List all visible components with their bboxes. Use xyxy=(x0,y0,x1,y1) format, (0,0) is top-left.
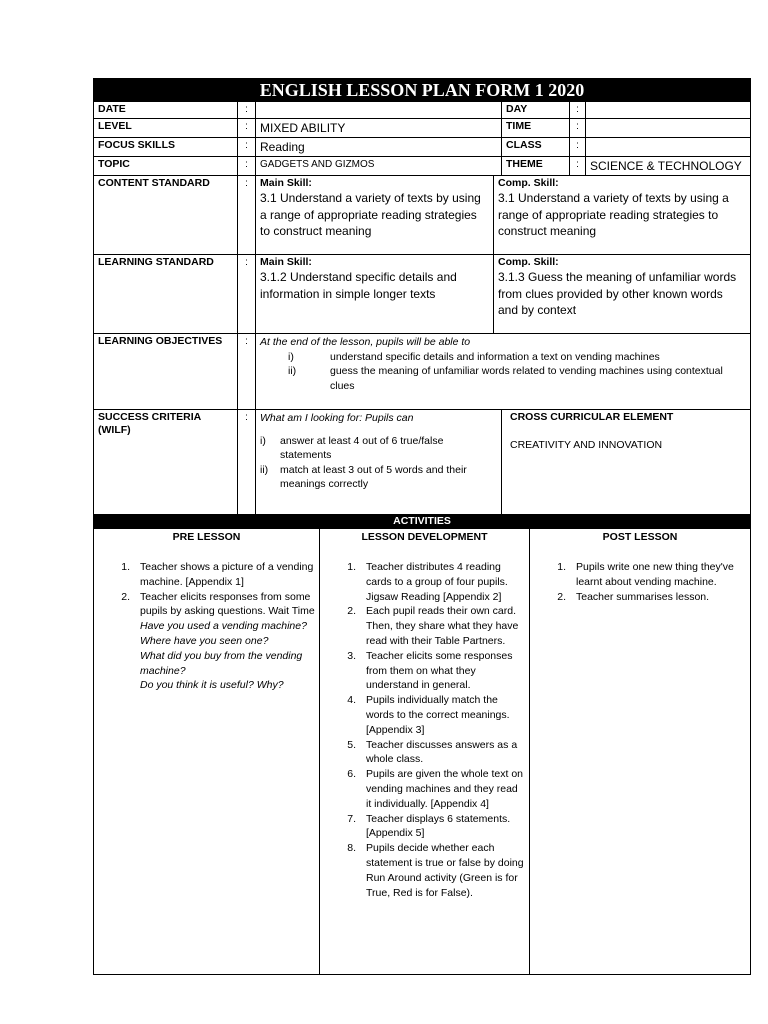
list-item xyxy=(324,649,525,693)
success-criteria-content xyxy=(256,410,502,515)
class-label: CLASS xyxy=(502,138,570,157)
question: Where have you seen one? xyxy=(140,634,269,647)
question: What did you buy from the vending machine? xyxy=(140,649,303,677)
level-label: LEVEL xyxy=(94,119,238,138)
class-value xyxy=(586,138,751,157)
step-number: 2. xyxy=(121,590,130,603)
day-value xyxy=(586,102,751,119)
comp-skill-text: 3.1 Understand a variety of texts by using a range of appropriate reading strategies to construct meaning xyxy=(498,191,729,238)
comp-skill-heading: Comp. Skill: xyxy=(498,177,559,189)
content-standard-row xyxy=(94,176,751,255)
success-criteria-row xyxy=(94,410,751,515)
step-number: 6. xyxy=(347,768,356,781)
question: Do you think it is useful? Why? xyxy=(140,679,284,692)
learning-standard-main xyxy=(256,255,494,334)
activities-heading: ACTIVITIES xyxy=(94,515,751,529)
list-item xyxy=(324,738,525,768)
time-value xyxy=(586,119,751,138)
list-item xyxy=(98,590,315,620)
learning-standard-label: LEARNING STANDARD xyxy=(94,255,238,334)
colon: : xyxy=(238,138,256,157)
item-number: i) xyxy=(260,434,266,447)
step-text: Teacher shows a picture of a vending machine. [Appendix 1] xyxy=(140,561,314,588)
colon: : xyxy=(238,102,256,119)
step-text: Each pupil reads their own card. Then, they share what they have read with their Table Partners. xyxy=(366,605,519,647)
item-number: i) xyxy=(288,350,294,363)
topic-row xyxy=(94,157,751,176)
colon: : xyxy=(238,119,256,138)
step-text: Pupils decide whether each statement is true or false by doing Run Around activity (Green is for True, Red is for False). xyxy=(366,842,524,899)
step-text: Teacher elicits some responses from them on what they understand in general. xyxy=(366,649,513,692)
title-row xyxy=(94,79,751,102)
post-lesson-steps xyxy=(534,560,746,604)
item-text: match at least 3 out of 5 words and their meanings correctly xyxy=(280,463,467,490)
list-item xyxy=(324,693,525,737)
step-text: Teacher discusses answers as a whole class. xyxy=(366,738,518,766)
level-row xyxy=(94,119,751,138)
cross-curricular-cell xyxy=(502,410,751,515)
learning-standard-comp xyxy=(494,255,751,334)
lesson-plan-table xyxy=(93,78,751,515)
list-item xyxy=(260,350,746,365)
lesson-development-heading: LESSON DEVELOPMENT xyxy=(361,531,488,543)
success-criteria-list xyxy=(260,434,497,492)
question: Have you used a vending machine? xyxy=(140,620,307,633)
list-item xyxy=(324,841,525,900)
lesson-development-column xyxy=(320,529,530,975)
learning-objectives-content xyxy=(256,334,751,410)
step-text: Teacher distributes 4 reading cards to a group of four pupils. Jigsaw Reading [Appendix 2] xyxy=(366,561,508,603)
list-item xyxy=(260,434,497,463)
success-criteria-label-line1: SUCCESS CRITERIA xyxy=(98,411,202,423)
lesson-development-steps xyxy=(324,560,525,900)
step-text: Pupils individually match the words to the correct meanings. [Appendix 3] xyxy=(366,694,510,736)
step-number: 7. xyxy=(347,812,356,825)
content-standard-label: CONTENT STANDARD xyxy=(94,176,238,255)
step-number: 5. xyxy=(347,738,356,751)
item-number: ii) xyxy=(260,463,269,476)
colon: : xyxy=(238,176,256,255)
page-title: ENGLISH LESSON PLAN FORM 1 2020 xyxy=(94,79,751,102)
level-value: MIXED ABILITY xyxy=(256,119,502,138)
main-skill-heading: Main Skill: xyxy=(260,256,312,268)
step-text: Teacher displays 6 statements. [Appendix 5] xyxy=(366,812,511,840)
step-text: Teacher elicits responses from some pupils by asking questions. Wait Time xyxy=(140,590,315,618)
colon: : xyxy=(570,138,586,157)
list-item xyxy=(324,767,525,811)
learning-objectives-label: LEARNING OBJECTIVES xyxy=(94,334,238,410)
topic-label: TOPIC xyxy=(94,157,238,176)
colon: : xyxy=(238,255,256,334)
colon: : xyxy=(238,334,256,410)
step-text: Pupils are given the whole text on vending machines and they read it individually. [Appendix 4] xyxy=(366,768,524,810)
item-text: answer at least 4 out of 6 true/false statements xyxy=(280,434,444,461)
step-text: Teacher summarises lesson. xyxy=(576,590,710,603)
content-standard-main xyxy=(256,176,494,255)
cross-curricular-heading: CROSS CURRICULAR ELEMENT xyxy=(510,411,674,423)
item-text: guess the meaning of unfamiliar words related to vending machines using contextual clues xyxy=(330,365,723,392)
pre-lesson-heading: PRE LESSON xyxy=(172,531,241,543)
pre-lesson-questions xyxy=(140,619,315,693)
colon: : xyxy=(570,102,586,119)
step-number: 1. xyxy=(347,561,356,573)
focus-skills-value: Reading xyxy=(256,138,502,157)
colon: : xyxy=(570,119,586,138)
list-item xyxy=(324,604,525,648)
list-item xyxy=(324,812,525,842)
colon: : xyxy=(238,410,256,515)
colon: : xyxy=(238,157,256,176)
step-number: 3. xyxy=(347,649,356,662)
date-value xyxy=(256,102,502,119)
step-number: 8. xyxy=(347,842,356,855)
activities-table xyxy=(93,514,751,975)
post-lesson-heading: POST LESSON xyxy=(602,531,678,543)
list-item xyxy=(98,560,315,590)
objectives-intro: At the end of the lesson, pupils will be able to xyxy=(260,336,471,348)
activities-heading-row xyxy=(94,515,751,529)
lesson-plan-form xyxy=(93,78,750,975)
pre-lesson-column xyxy=(94,529,320,975)
list-item xyxy=(260,463,497,492)
content-standard-comp xyxy=(494,176,751,255)
step-number: 2. xyxy=(557,590,566,603)
objectives-list xyxy=(260,350,746,394)
list-item xyxy=(324,560,525,604)
time-label: TIME xyxy=(502,119,570,138)
learning-standard-row xyxy=(94,255,751,334)
step-text: Pupils write one new thing they've learnt about vending machine. xyxy=(576,561,734,588)
colon: : xyxy=(570,157,586,176)
learning-objectives-row xyxy=(94,334,751,410)
focus-skills-label: FOCUS SKILLS xyxy=(94,138,238,157)
item-text: understand specific details and information a text on vending machines xyxy=(330,350,660,363)
comp-skill-heading: Comp. Skill: xyxy=(498,256,559,268)
theme-label: THEME xyxy=(502,157,570,176)
main-skill-text: 3.1 Understand a variety of texts by using a range of appropriate reading strategies to construct meaning xyxy=(260,191,481,238)
pre-lesson-steps xyxy=(98,560,315,619)
activities-columns-row xyxy=(94,529,751,975)
success-criteria-label-line2: (WILF) xyxy=(98,424,131,436)
day-label: DAY xyxy=(502,102,570,119)
success-criteria-intro: What am I looking for: Pupils can xyxy=(260,412,414,424)
topic-value: GADGETS AND GIZMOS xyxy=(256,157,502,176)
cross-curricular-value: CREATIVITY AND INNOVATION xyxy=(510,439,663,451)
theme-value: SCIENCE & TECHNOLOGY xyxy=(586,157,751,176)
list-item xyxy=(534,560,746,590)
step-number: 1. xyxy=(121,561,130,573)
step-number: 2. xyxy=(347,605,356,618)
post-lesson-column xyxy=(530,529,751,975)
main-skill-heading: Main Skill: xyxy=(260,177,312,189)
date-row xyxy=(94,102,751,119)
item-number: ii) xyxy=(288,365,297,377)
comp-skill-text: 3.1.3 Guess the meaning of unfamiliar words from clues provided by other known words and by context xyxy=(498,270,737,317)
step-number: 4. xyxy=(347,694,356,707)
main-skill-text: 3.1.2 Understand specific details and information in simple longer texts xyxy=(260,270,457,301)
date-label: DATE xyxy=(94,102,238,119)
step-number: 1. xyxy=(557,561,566,573)
focus-row xyxy=(94,138,751,157)
list-item xyxy=(534,590,746,605)
success-criteria-label xyxy=(94,410,238,515)
list-item xyxy=(260,364,746,393)
